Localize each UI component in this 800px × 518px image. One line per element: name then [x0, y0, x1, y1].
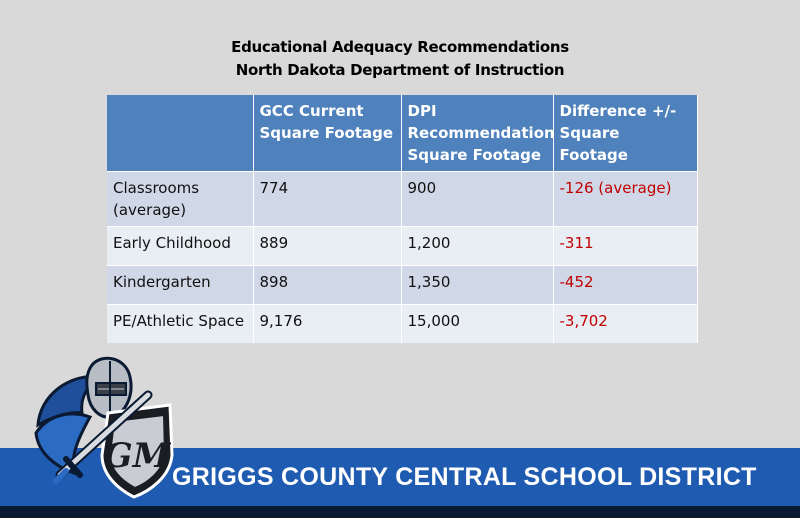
cell-difference: -3,702 — [553, 305, 697, 344]
row-label: Kindergarten — [107, 266, 253, 305]
cell-difference: -126 (average) — [553, 172, 697, 227]
row-label: PE/Athletic Space — [107, 305, 253, 344]
table-row — [107, 172, 697, 227]
shield-icon — [102, 405, 172, 497]
header-cell-difference: Difference +/- Square Footage — [553, 95, 697, 172]
table-row — [107, 266, 697, 305]
cell-recommended: 1,350 — [401, 266, 553, 305]
cell-recommended: 900 — [401, 172, 553, 227]
logo-monogram: GM — [103, 436, 171, 476]
row-label: Early Childhood — [107, 227, 253, 266]
cell-current: 774 — [253, 172, 401, 227]
table-header-row — [107, 95, 697, 172]
school-logo — [30, 355, 180, 500]
table-row — [107, 227, 697, 266]
cell-recommended: 15,000 — [401, 305, 553, 344]
footer-bottom-strip — [0, 506, 800, 518]
header-cell-blank — [107, 95, 253, 172]
row-label: Classrooms (average) — [107, 172, 253, 227]
cell-difference: -311 — [553, 227, 697, 266]
table-row — [107, 305, 697, 344]
district-name: GRIGGS COUNTY CENTRAL SCHOOL DISTRICT — [172, 463, 757, 491]
cell-difference: -452 — [553, 266, 697, 305]
slide-title-line2: North Dakota Department of Instruction — [235, 61, 565, 79]
slide-title-line1: Educational Adequacy Recommendations — [231, 38, 569, 56]
cell-current: 898 — [253, 266, 401, 305]
cell-recommended: 1,200 — [401, 227, 553, 266]
square-footage-table — [107, 95, 698, 343]
header-cell-dpi-recommendation: DPI Recommendation Square Footage — [401, 95, 553, 172]
cell-current: 9,176 — [253, 305, 401, 344]
cell-current: 889 — [253, 227, 401, 266]
header-cell-gcc-current: GCC Current Square Footage — [253, 95, 401, 172]
